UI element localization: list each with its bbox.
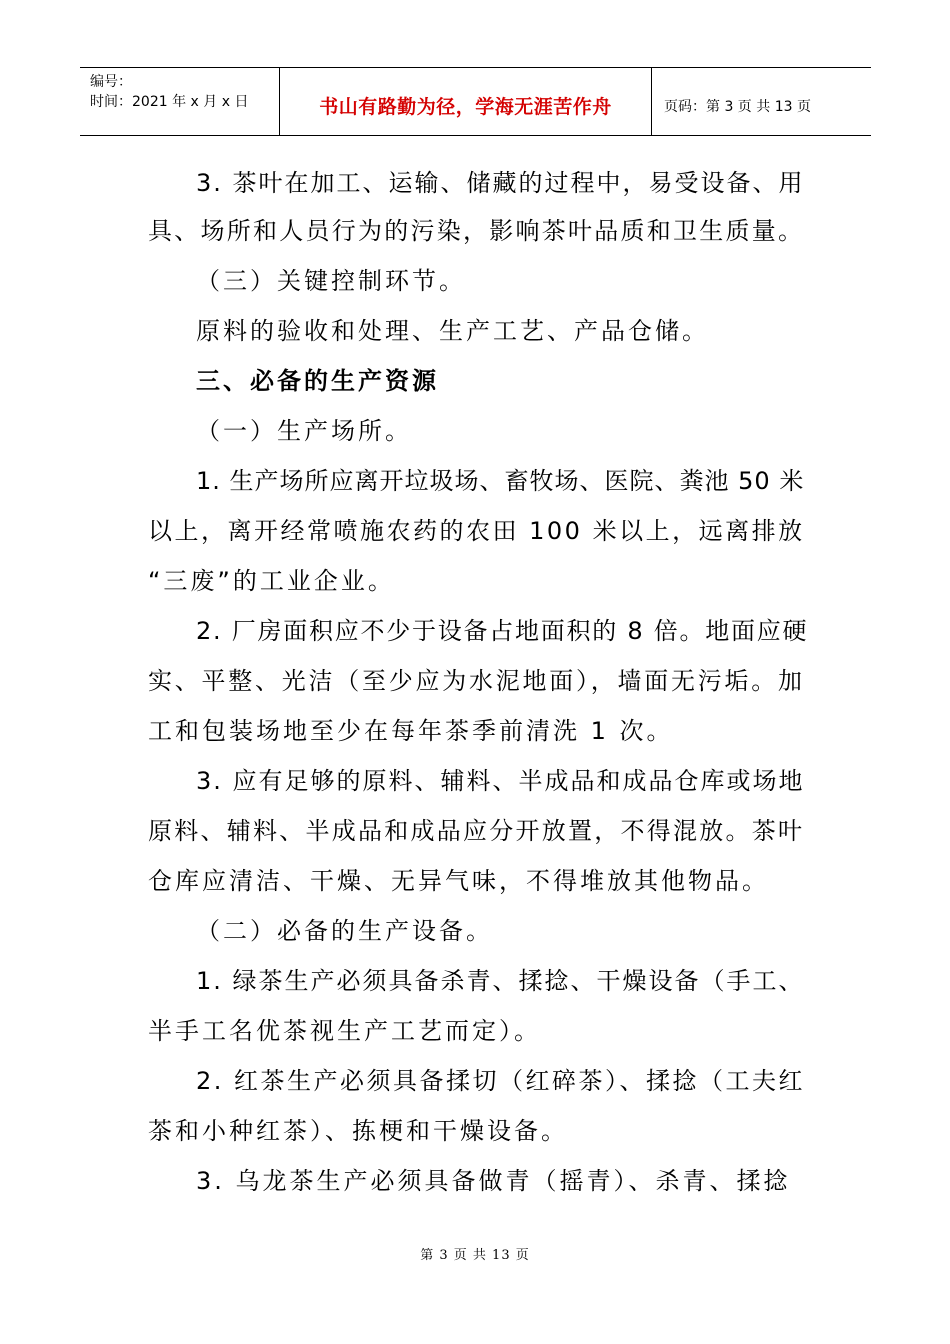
- body-line: 3. 应有足够的原料、辅料、半成品和成品仓库或场地: [196, 767, 805, 795]
- body-line: 3. 茶叶在加工、运输、储藏的过程中，易受设备、用: [196, 169, 805, 197]
- body-line: 原料、辅料、半成品和成品应分开放置，不得混放。茶叶: [148, 817, 805, 845]
- body-line: （二）必备的生产设备。: [196, 917, 493, 945]
- document-time-label: 时间：2021 年 x 月 x 日: [90, 94, 249, 110]
- body-line: （一）生产场所。: [196, 417, 412, 445]
- body-line: 1. 生产场所应离开垃圾场、畜牧场、医院、粪池 50 米: [196, 467, 805, 495]
- body-line: 仓库应清洁、干燥、无异气味，不得堆放其他物品。: [148, 867, 769, 895]
- body-line: “三废”的工业企业。: [148, 567, 395, 595]
- page-footer: 第 3 页 共 13 页: [420, 1248, 530, 1263]
- header-motto: 书山有路勤为径，学海无涯苦作舟: [319, 96, 612, 118]
- body-line: 3. 乌龙茶生产必须具备做青（摇青）、杀青、揉捻: [196, 1167, 791, 1195]
- header-page-cell: [652, 68, 871, 135]
- body-line: 实、平整、光洁（至少应为水泥地面），墙面无污垢。加: [148, 667, 805, 695]
- body-line: 工和包装场地至少在每年茶季前清洗 1 次。: [148, 717, 674, 745]
- body-line: （三）关键控制环节。: [196, 267, 466, 295]
- body-line: 半手工名优茶视生产工艺而定）。: [148, 1017, 541, 1045]
- body-line: 具、场所和人员行为的污染，影响茶叶品质和卫生质量。: [148, 217, 805, 245]
- document-number-label: 编号：: [90, 74, 132, 90]
- header-motto-cell: [280, 68, 652, 135]
- document-header: [80, 67, 871, 136]
- body-line: 1. 绿茶生产必须具备杀青、揉捻、干燥设备（手工、: [196, 967, 805, 995]
- body-line: 茶和小种红茶）、拣梗和干燥设备。: [148, 1117, 568, 1145]
- body-line: 原料的验收和处理、生产工艺、产品仓储。: [196, 317, 709, 345]
- body-line: 2. 厂房面积应不少于设备占地面积的 8 倍。地面应硬: [196, 617, 809, 645]
- section-heading: 三、必备的生产资源: [196, 367, 439, 395]
- header-meta-cell: [80, 68, 280, 135]
- header-page-info: 页码：第 3 页 共 13 页: [664, 98, 811, 115]
- body-line: 2. 红茶生产必须具备揉切（红碎茶）、揉捻（工夫红: [196, 1067, 806, 1095]
- body-line: 以上，离开经常喷施农药的农田 100 米以上，远离排放: [148, 517, 805, 545]
